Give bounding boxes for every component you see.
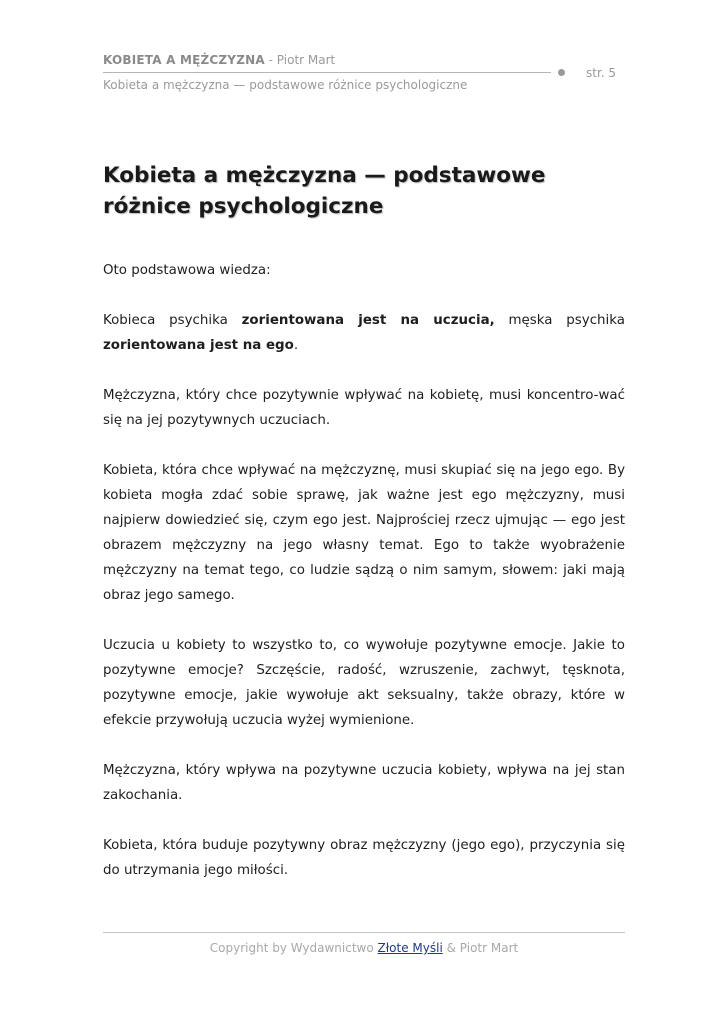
paragraph-1 xyxy=(103,308,625,358)
page-number: str. 5 xyxy=(586,66,617,80)
paragraph-1-text-a: Kobieca psychika xyxy=(103,313,242,328)
paragraph-1-bold-a: zorientowana jest na uczucia, xyxy=(241,313,495,328)
paragraph-4: Uczucia u kobiety to wszystko to, co wywołuje pozytywne emocje. Jakie to pozytywne emocje? Szczęście, radość, wzruszenie, zachwyt, tęsknota, pozytywne emocje, jakie wywołuje akt seksualny, także obrazy, które w efekcie przywołują uczucia wyżej wymienione. xyxy=(103,638,625,728)
footer-copyright: Copyright by Wydawnictwo xyxy=(209,941,378,955)
paragraph-1-text-b: męska psychika xyxy=(494,313,625,328)
paragraph-3: Kobieta, która chce wpływać na mężczyznę, musi skupiać się na jego ego. By kobieta mogła zdać sobie sprawę, jak ważne jest ego mężczyzny, musi najpierw dowiedzieć się, czym ego jest. Najprościej rzecz ujmując — ego jest obrazem mężczyzny na jego własny temat. Ego to także wyobrażenie mężczyzny na temat tego, co ludzie sądzą o nim samym, słowem: jaki mają obraz jego samego. xyxy=(103,463,625,603)
header-chapter: Kobieta a mężczyzna — podstawowe różnice psychologiczne xyxy=(103,78,468,92)
paragraph-intro: Oto podstawowa wiedza: xyxy=(103,263,271,278)
header-separator: - xyxy=(264,53,277,67)
header-running-title xyxy=(103,52,625,68)
header-author: Piotr Mart xyxy=(276,53,336,67)
page-footer xyxy=(0,941,728,955)
bullet-icon xyxy=(558,69,565,76)
header-book-title: KOBIETA A MĘŻCZYZNA xyxy=(103,53,265,67)
paragraph-1-bold-b: zorientowana jest na ego xyxy=(103,338,294,353)
footer-rule xyxy=(103,932,625,933)
publisher-link[interactable]: Złote Myśli xyxy=(377,941,443,955)
chapter-title: Kobieta a mężczyzna — podstawowe różnice psychologiczne xyxy=(103,163,546,219)
paragraph-6: Kobieta, która buduje pozytywny obraz mężczyzny (jego ego), przyczynia się do utrzymania jego miłości. xyxy=(103,838,625,878)
header-rule xyxy=(103,72,551,73)
paragraph-2: Mężczyzna, który chce pozytywnie wpływać na kobietę, musi koncentro-wać się na jej pozytywnych uczuciach. xyxy=(103,388,625,428)
paragraph-5: Mężczyzna, który wpływa na pozytywne uczucia kobiety, wpływa na jej stan zakochania. xyxy=(103,763,625,803)
paragraph-1-period: . xyxy=(293,338,299,353)
article-body xyxy=(103,258,625,908)
page-header xyxy=(103,52,625,92)
footer-author: & Piotr Mart xyxy=(442,941,519,955)
